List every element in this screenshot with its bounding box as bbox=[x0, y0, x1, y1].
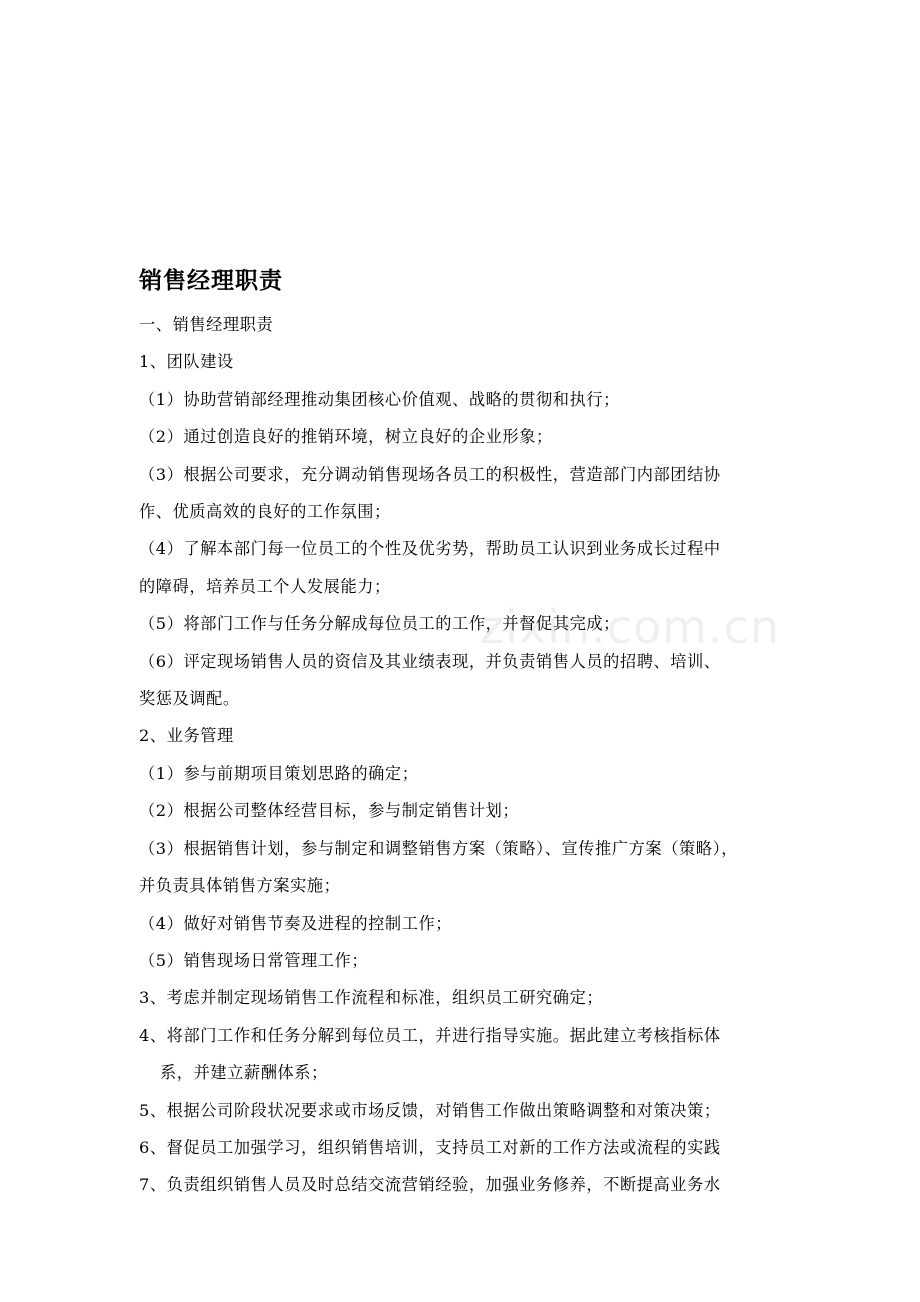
numbered-item: 7、负责组织销售人员及时总结交流营销经验，加强业务修养，不断提高业务水 bbox=[139, 1175, 721, 1195]
list-item: （4）了解本部门每一位员工的个性及优劣势，帮助员工认识到业务成长过程中 bbox=[139, 539, 721, 559]
list-item: （5）销售现场日常管理工作； bbox=[139, 950, 369, 970]
numbered-item: 4、将部门工作和任务分解到每位员工，并进行指导实施。据此建立考核指标体 bbox=[139, 1025, 721, 1045]
numbered-item: 3、考虑并制定现场销售工作流程和标准，组织员工研究确定； bbox=[139, 988, 604, 1008]
list-item: （1）协助营销部经理推动集团核心价值观、战略的贯彻和执行； bbox=[139, 389, 620, 409]
list-item: （3）根据公司要求，充分调动销售现场各员工的积极性，营造部门内部团结协 bbox=[139, 464, 721, 484]
list-item: （5）将部门工作与任务分解成每位员工的工作，并督促其完成； bbox=[139, 614, 620, 634]
numbered-item: 6、督促员工加强学习，组织销售培训，支持员工对新的工作方法或流程的实践 bbox=[139, 1137, 721, 1157]
numbered-item: 5、根据公司阶段状况要求或市场反馈，对销售工作做出策略调整和对策决策； bbox=[139, 1100, 721, 1120]
list-item: （2）通过创造良好的推销环境，树立良好的企业形象； bbox=[139, 427, 553, 447]
document-title: 销售经理职责 bbox=[139, 268, 283, 294]
list-item-continuation: 作、优质高效的良好的工作氛围； bbox=[139, 502, 391, 522]
document-body bbox=[139, 306, 784, 1204]
list-item: （4）做好对销售节奏及进程的控制工作； bbox=[139, 913, 453, 933]
subsection-heading: 1、团队建设 bbox=[139, 352, 234, 372]
list-item-continuation: 的障碍，培养员工个人发展能力； bbox=[139, 576, 391, 596]
section-heading: 一、销售经理职责 bbox=[139, 315, 274, 334]
list-item: （3）根据销售计划，参与制定和调整销售方案（策略）、宣传推广方案（策略）， bbox=[139, 838, 739, 858]
list-item-continuation: 并负责具体销售方案实施； bbox=[139, 876, 341, 896]
watermark: zixin.com.cn bbox=[480, 600, 781, 654]
list-item: （6）评定现场销售人员的资信及其业绩表现，并负责销售人员的招聘、培训、 bbox=[139, 651, 721, 671]
numbered-item-continuation: 系，并建立薪酬体系； bbox=[160, 1063, 328, 1083]
list-item: （1）参与前期项目策划思路的确定； bbox=[139, 763, 419, 783]
list-item: （2）根据公司整体经营目标，参与制定销售计划； bbox=[139, 801, 520, 821]
list-item-continuation: 奖惩及调配。 bbox=[139, 689, 240, 709]
subsection-heading: 2、业务管理 bbox=[139, 726, 234, 746]
